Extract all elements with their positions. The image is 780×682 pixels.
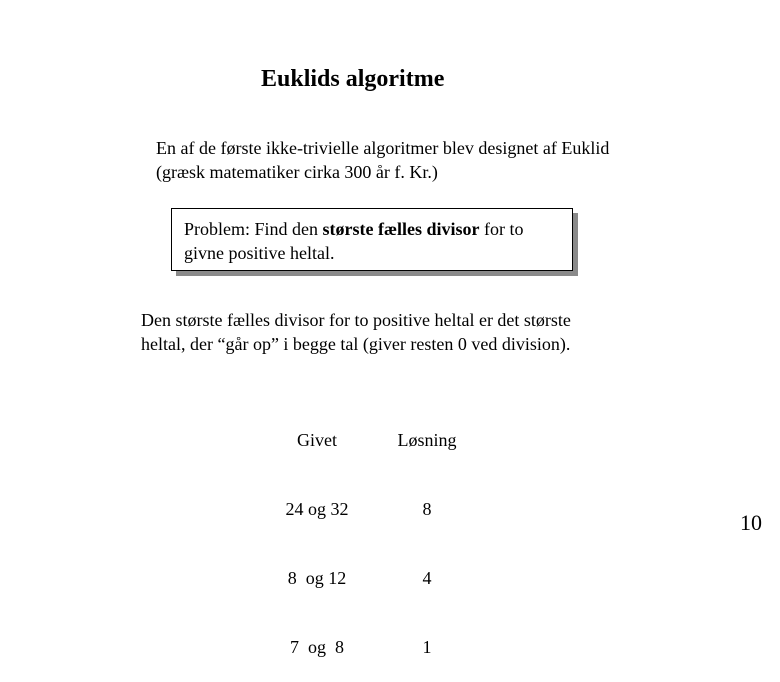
definition-line: Den største fælles divisor for to positive heltal er det største xyxy=(141,310,571,330)
solution-cell: 1 xyxy=(422,637,432,657)
solution-column xyxy=(385,383,469,682)
solution-cell: 4 xyxy=(422,568,432,588)
given-header: Givet xyxy=(297,430,337,450)
given-cell: 24 og 32 xyxy=(285,499,349,519)
intro-text xyxy=(156,136,609,184)
given-cell: 8 og 12 xyxy=(287,568,347,588)
problem-line xyxy=(184,217,523,241)
problem-text xyxy=(184,217,523,265)
problem-prefix: Problem: Find den xyxy=(184,219,323,239)
problem-emphasis: største fælles divisor xyxy=(322,219,480,239)
intro-line: En af de første ikke-trivielle algoritmer blev designet af Euklid xyxy=(156,138,610,158)
problem-suffix: for to xyxy=(479,219,524,239)
definition-text xyxy=(141,308,571,356)
problem-line: givne positive heltal. xyxy=(184,243,335,263)
given-column xyxy=(270,383,364,682)
intro-line: (græsk matematiker cirka 300 år f. Kr.) xyxy=(156,162,438,182)
page-number: 10 xyxy=(740,510,762,535)
solution-cell: 8 xyxy=(422,499,432,519)
given-cell: 7 og 8 xyxy=(290,637,344,657)
problem-box xyxy=(171,208,573,271)
solution-header: Løsning xyxy=(397,430,457,450)
slide-title: Euklids algoritme xyxy=(261,66,445,92)
definition-line: heltal, der “går op” i begge tal (giver resten 0 ved division). xyxy=(141,334,571,354)
